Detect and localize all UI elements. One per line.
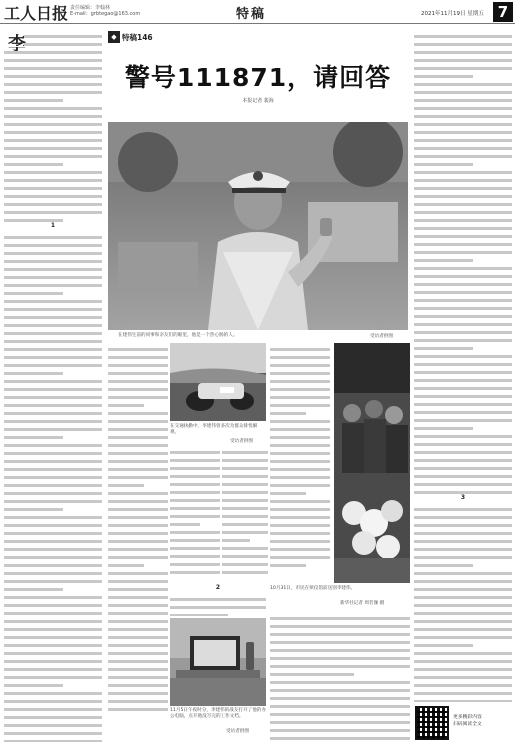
email-line: E-mail：grbtegao@163.com (70, 11, 141, 17)
diamond-icon: ◆ (108, 31, 120, 43)
editor-info (70, 5, 140, 17)
text-column-7 (414, 30, 512, 702)
issue-date: 2021年11月19日 星期五 (421, 11, 484, 17)
text-column-4 (270, 343, 330, 583)
main-photo-caption: 在建伟生前的同事和亲友们的眼里，他是一个热心肠的人。 (118, 333, 238, 338)
main-photo-credit: 受访者供图 (370, 334, 393, 339)
text-column-3 (170, 446, 220, 580)
text-column-6 (270, 612, 410, 742)
editor-line: 责任编辑：李翰林 (70, 5, 111, 11)
text-column-1 (4, 30, 102, 742)
qr-code[interactable] (415, 706, 449, 740)
newspaper-logo: 工人日报 (4, 4, 69, 23)
column-tag-label: 特稿146 (122, 33, 153, 42)
main-officer-photo (108, 122, 408, 330)
text-column-3b (222, 446, 268, 580)
drop-cap: 李 (8, 34, 26, 55)
motorcycle-photo-credit: 受访者供图 (230, 439, 253, 444)
desk-photo-credit: 受访者供图 (226, 729, 249, 734)
motorcycle-photo (170, 343, 266, 421)
section-number-1: 1 (50, 222, 56, 229)
section-number-3: 3 (460, 494, 466, 501)
column-tag (108, 31, 160, 43)
masthead (0, 0, 515, 24)
memorial-photo (334, 343, 410, 583)
page-number: 7 (493, 2, 513, 22)
memorial-photo-credit: 新华社记者 周若伽 摄 (340, 601, 385, 606)
text-column-5 (170, 584, 266, 616)
text-column-2 (108, 343, 168, 743)
byline: 本报记者 裴海 (242, 98, 274, 104)
desk-photo (170, 618, 266, 706)
section-title: 特稿 (236, 7, 267, 22)
qr-text-line1: 更多精彩内容 (453, 715, 482, 720)
motorcycle-photo-caption: 在交通执勤中，李建伟曾多次为群众排忧解难。 (170, 424, 258, 435)
qr-text (453, 714, 482, 728)
desk-photo-caption: 11月5日午夜时分，李建伟的战友打开了他的办公电脑，点开他没写完的工作文档。 (170, 708, 267, 719)
qr-text-line2: 扫码阅读全文 (453, 722, 482, 727)
headline: 警号111871，请回答 (124, 63, 392, 92)
memorial-photo-caption: 10月31日，市民在殡仪馆前送别李建伟。 (270, 586, 356, 591)
section-number-2: 2 (215, 584, 221, 591)
